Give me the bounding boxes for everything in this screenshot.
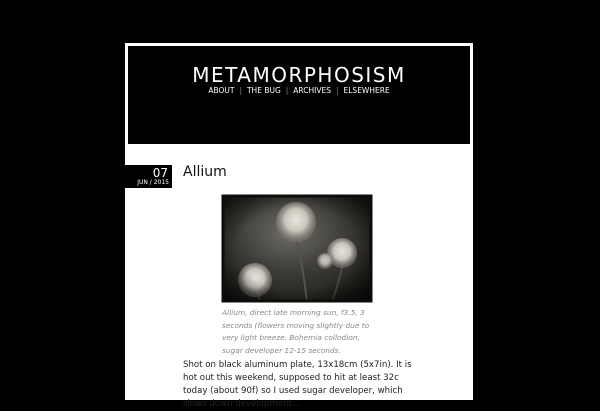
post-date-day: 07 [152,166,168,180]
nav-elsewhere[interactable]: ELSEWHERE [343,86,390,95]
photo-caption: Allium, direct late morning sun, f3.5, 3 seconds (flowers moving slightly due to very light breeze. Bohemia collodion, sugar developer 12-15 seconds. [222,308,370,355]
nav-about[interactable]: ABOUT [208,86,235,95]
post-date-month: JUN / 2015 [137,179,169,186]
nav-the-bug[interactable]: THE BUG [246,86,281,95]
content-page [125,43,473,409]
nav-separator: | [285,86,289,95]
nav-separator: | [239,86,242,95]
post-photo[interactable] [222,195,372,302]
allium-photo-image [222,195,372,302]
nav-archives[interactable]: ARCHIVES [293,86,331,95]
site-title[interactable]: METAMORPHOSISM [192,63,406,87]
post-body: Shot on black aluminum plate, 13x18cm (5x7in). It is hot out this weekend, supposed to hit at least 32c today (about 90f) so I used sugar developer, which slows down development... [183,360,412,409]
post-date-badge [125,165,172,188]
post-title[interactable]: Allium [183,164,227,180]
main-nav [128,86,470,95]
site-header [128,46,470,144]
nav-separator: | [335,86,339,95]
